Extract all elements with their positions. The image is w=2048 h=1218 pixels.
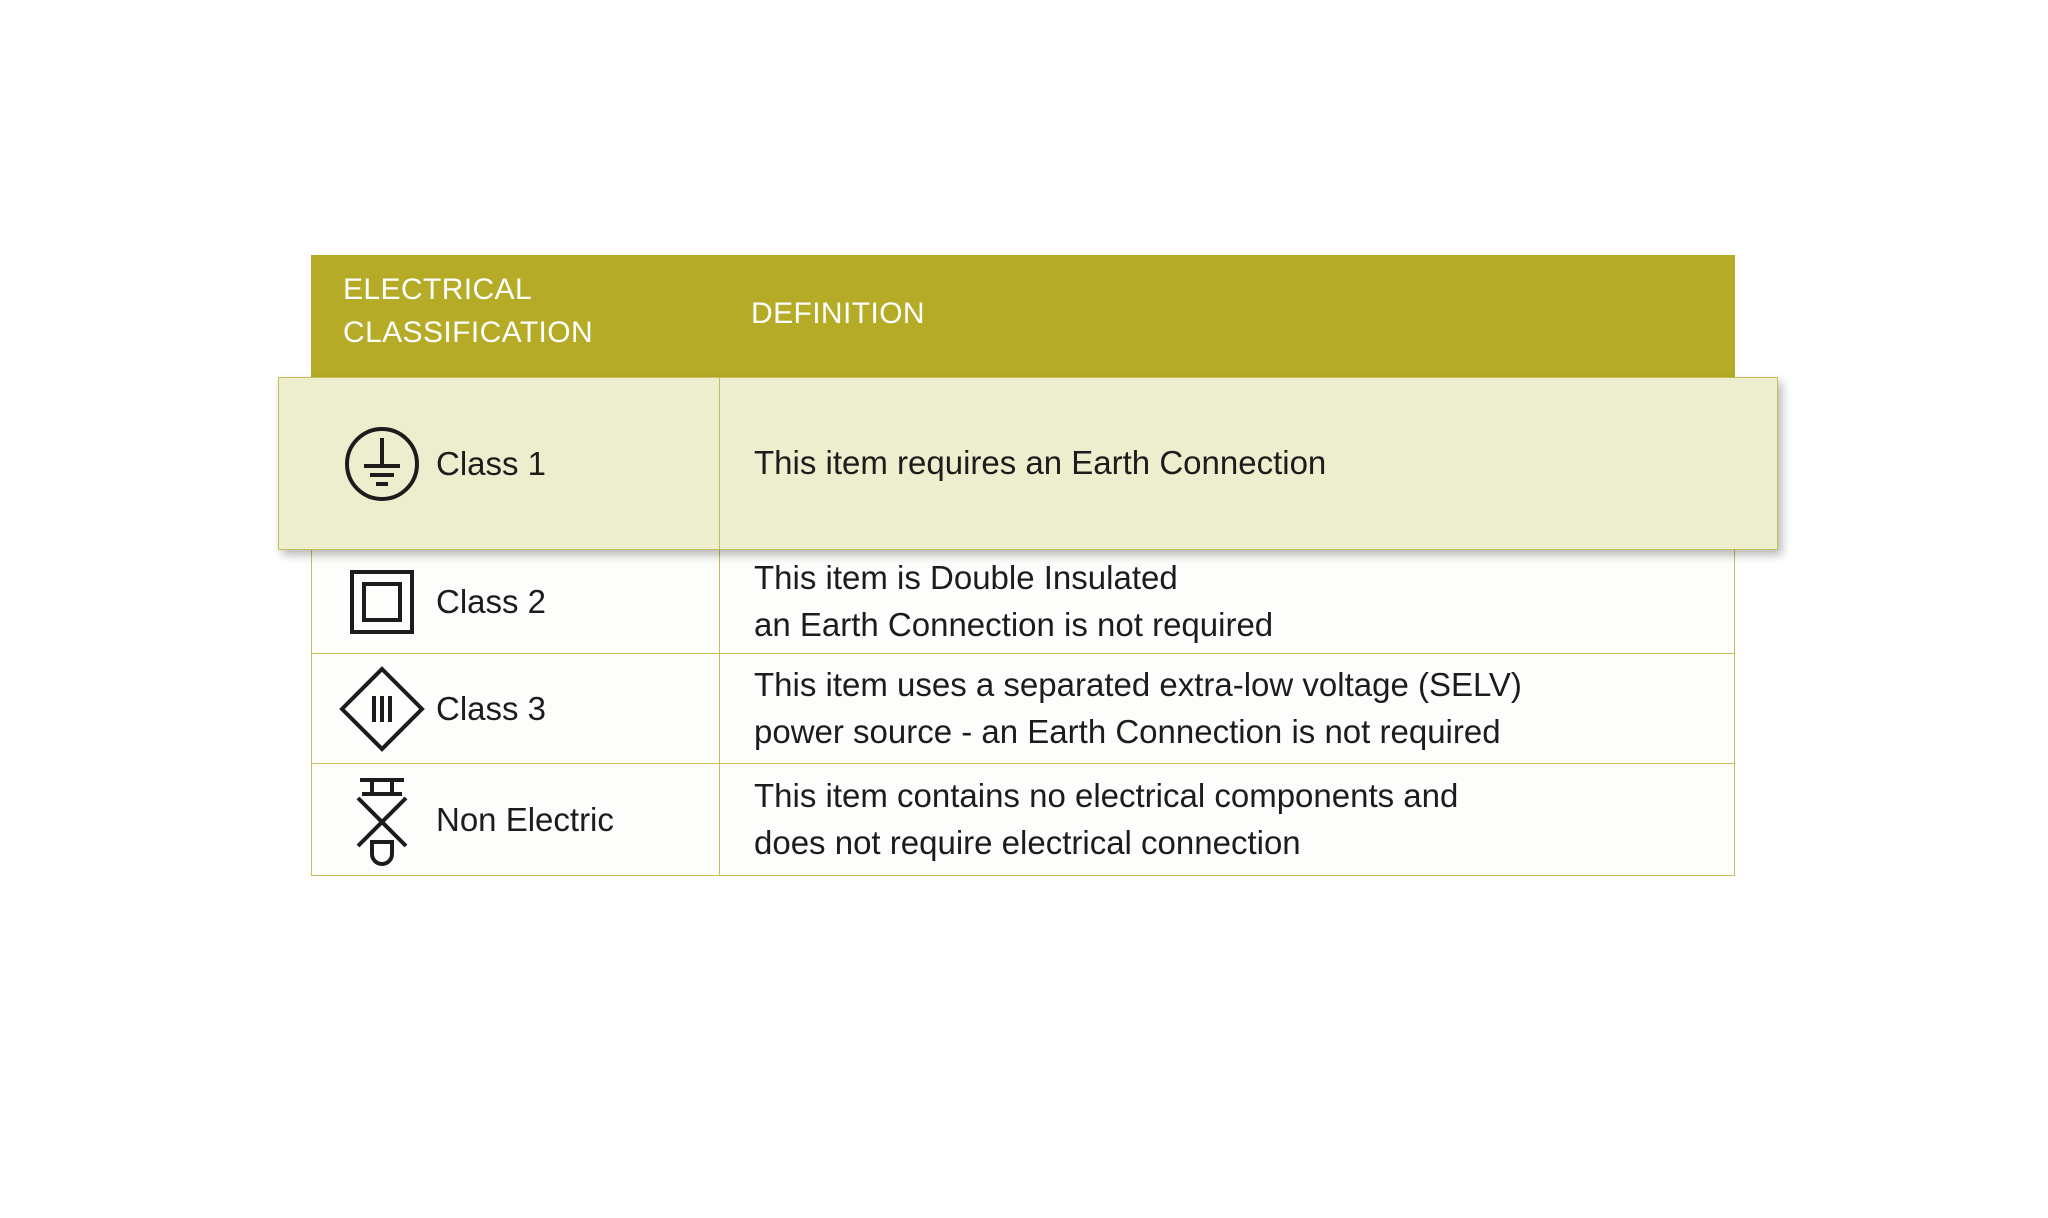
class-label-non-electric: Non Electric xyxy=(436,800,614,838)
icon-cell-class-3 xyxy=(312,654,720,763)
definition-line-1: This item uses a separated extra-low voltage (SELV) xyxy=(754,665,1522,703)
double-square-icon xyxy=(334,566,430,638)
header-label-line1: ELECTRICAL xyxy=(343,273,533,306)
table-row-class-2[interactable] xyxy=(311,550,1735,654)
table-row-class-3[interactable] xyxy=(311,654,1735,764)
icon-cell-class-1 xyxy=(279,378,720,549)
class-label-class-1: Class 1 xyxy=(436,444,547,482)
table-header-row xyxy=(311,255,1735,377)
table-row-class-1[interactable] xyxy=(278,377,1778,550)
class-label-class-3: Class 3 xyxy=(436,689,547,727)
header-cell-definition: DEFINITION xyxy=(751,297,925,330)
earth-ground-icon xyxy=(334,421,430,507)
definition-line-2: power source - an Earth Connection is not required xyxy=(754,712,1501,750)
definition-line-1: This item is Double Insulated xyxy=(754,558,1178,596)
diamond-selv-icon xyxy=(334,663,430,755)
definition-cell-non-electric xyxy=(720,764,1734,875)
definition-line-1: This item requires an Earth Connection xyxy=(754,444,1327,482)
icon-cell-non-electric xyxy=(312,764,720,875)
header-label-line2: CLASSIFICATION xyxy=(343,315,594,349)
electrical-classification-table xyxy=(311,255,1735,876)
class-label-class-2: Class 2 xyxy=(436,582,547,620)
definition-line-1: This item contains no electrical components and xyxy=(754,776,1459,814)
definition-line-2: does not require electrical connection xyxy=(754,823,1301,861)
definition-line-2: an Earth Connection is not required xyxy=(754,605,1274,643)
definition-cell-class-3 xyxy=(720,654,1734,763)
definition-cell-class-1 xyxy=(720,378,1777,549)
table-row-non-electric[interactable] xyxy=(311,764,1735,876)
crossed-plug-icon xyxy=(334,772,430,868)
header-cell-electrical-classification xyxy=(311,255,719,377)
definition-cell-class-2 xyxy=(720,550,1734,653)
icon-cell-class-2 xyxy=(312,550,720,653)
